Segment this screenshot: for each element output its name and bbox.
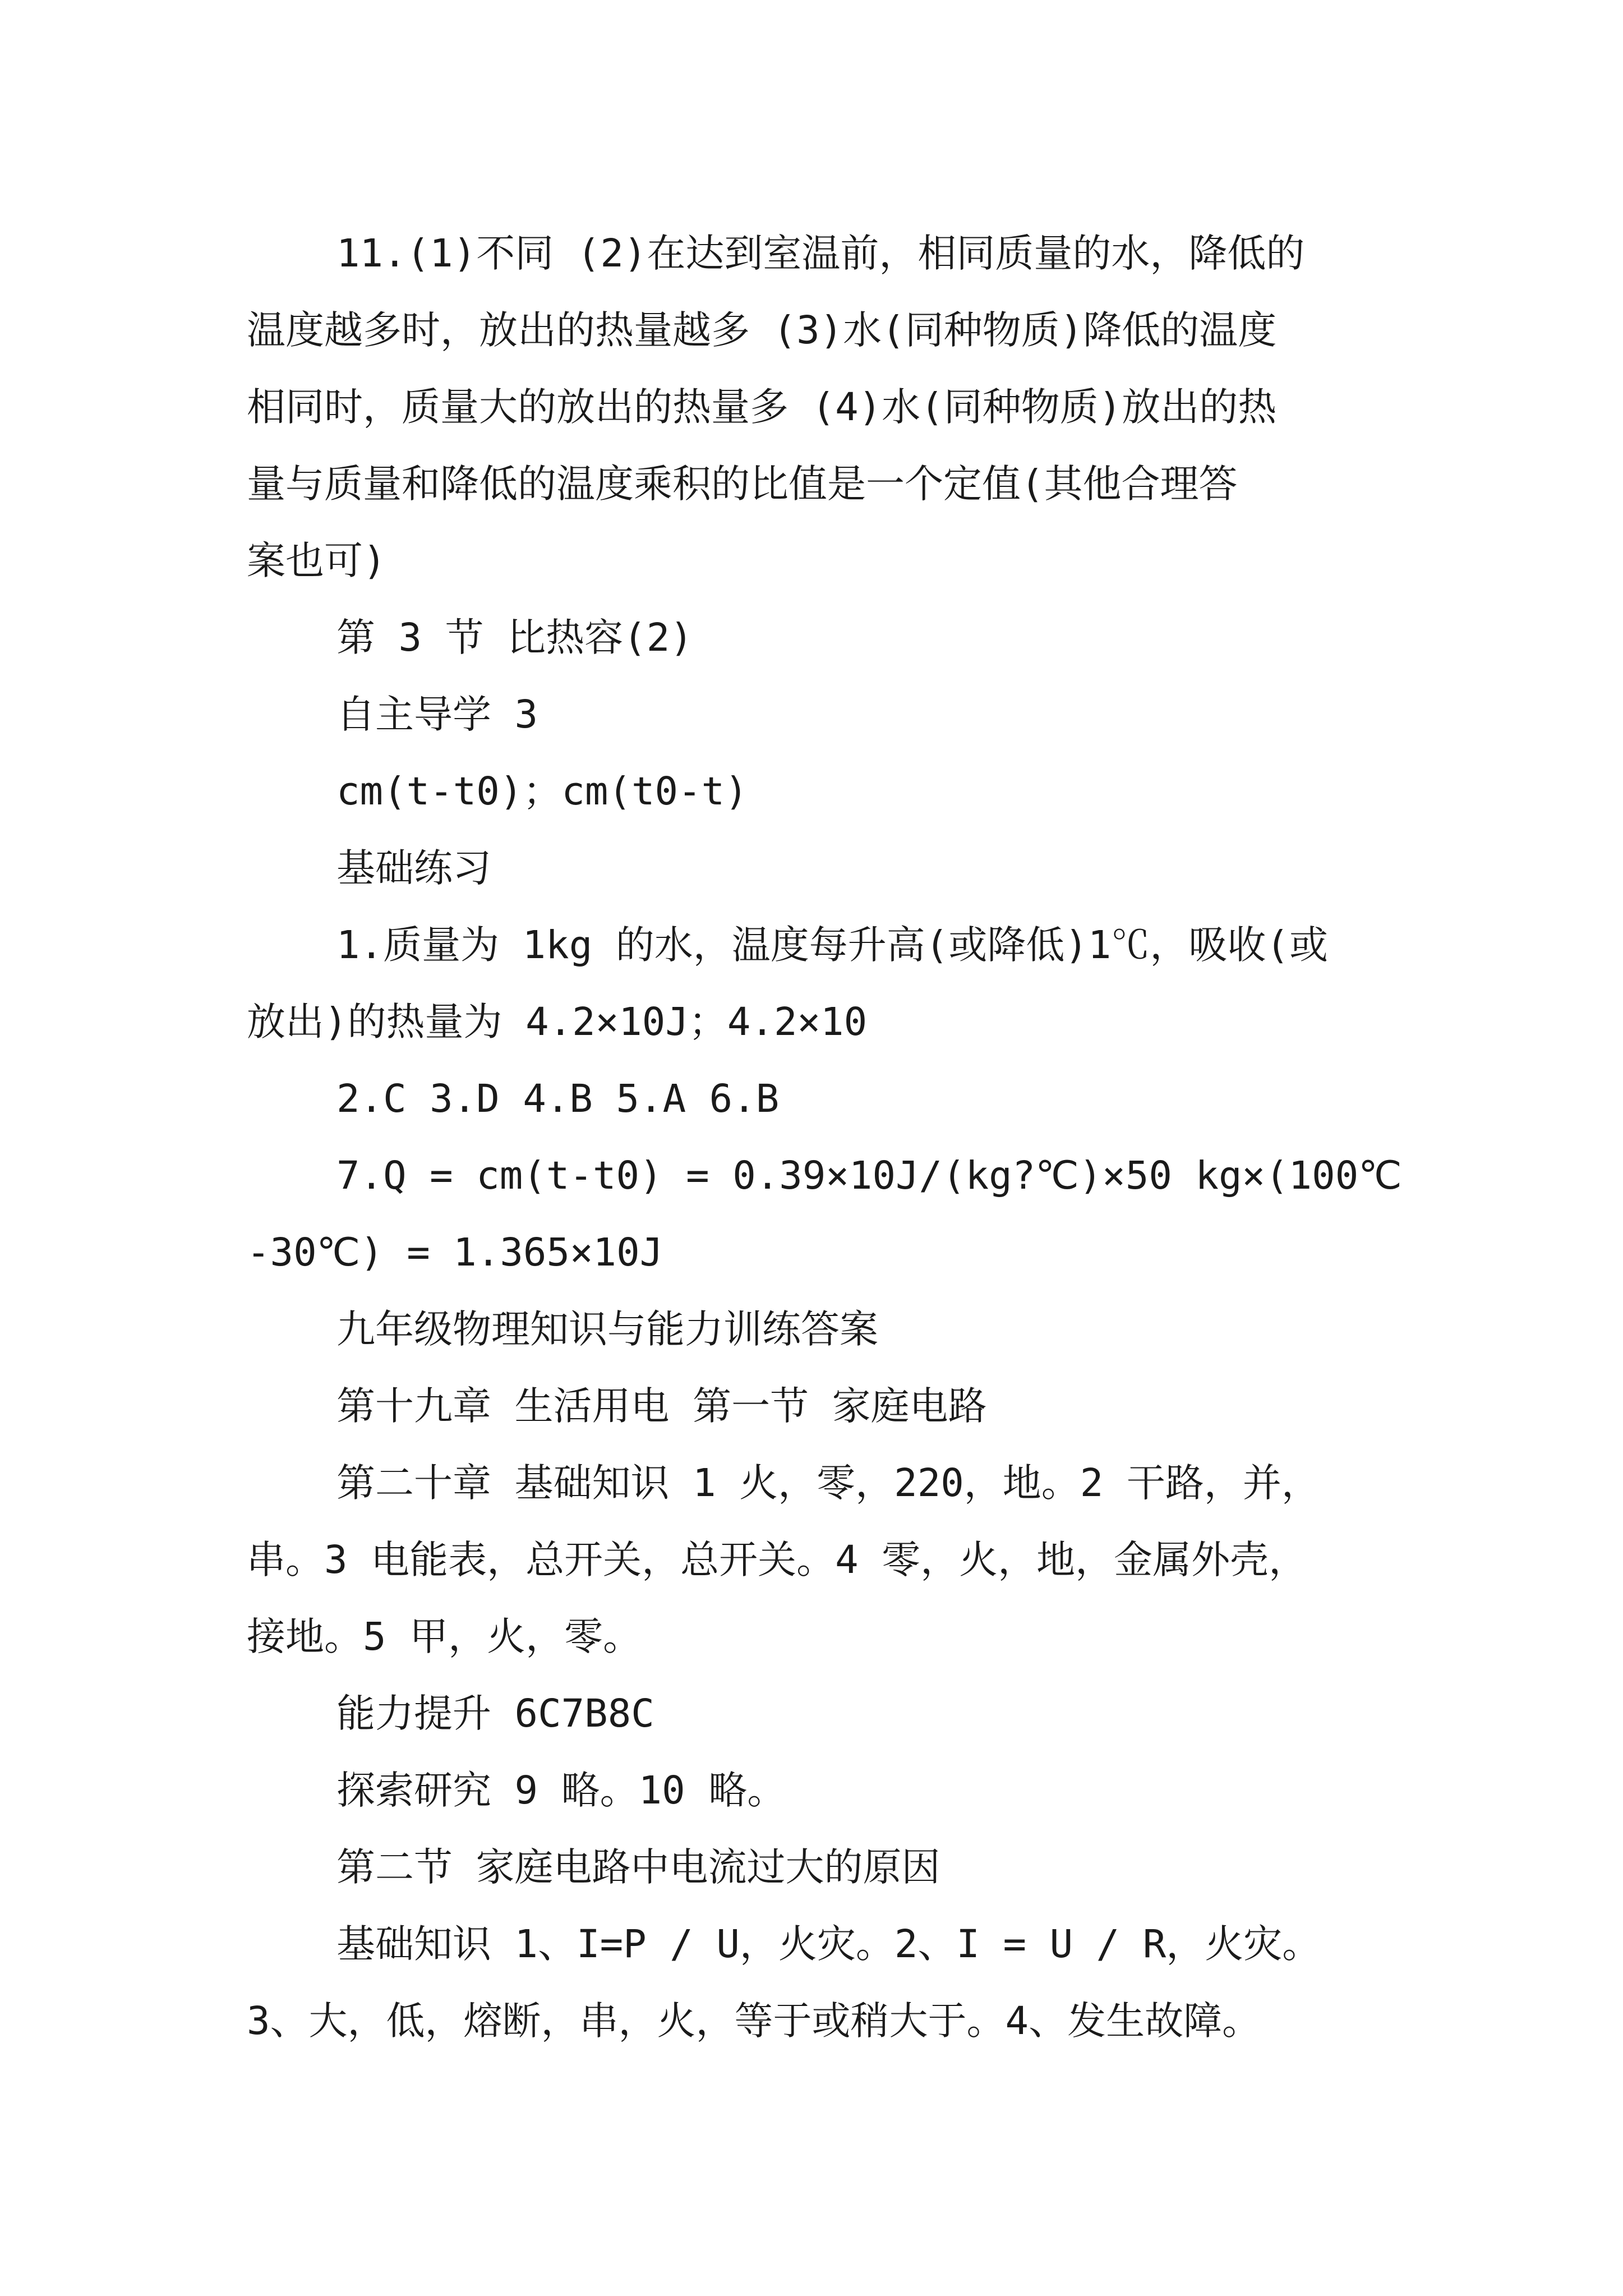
body-text [247,215,1413,2060]
text-line: 温度越多时，放出的热量越多 (3)水(同种物质)降低的温度 [247,308,1277,353]
text-line: 7.Q = cm(t-t0) = 0.39×10J/(kg?℃)×50 kg×(100℃ [336,1153,1402,1198]
text-line: cm(t-t0)；cm(t0-t) [336,769,748,814]
text-line: 基础知识 1、I=P / U，火灾。2、I = U / R，火灾。 [336,1922,1321,1967]
text-line: 案也可) [247,539,386,583]
text-line: 11.(1)不同 (2)在达到室温前，相同质量的水，降低的 [336,231,1305,276]
section-heading: 第十九章 生活用电 第一节 家庭电路 [336,1384,987,1429]
text-line: 串。3 电能表，总开关，总开关。4 零，火，地，金属外壳， [247,1538,1308,1582]
text-line: 自主导学 3 [336,692,538,737]
text-line: 相同时，质量大的放出的热量多 (4)水(同种物质)放出的热 [247,385,1277,430]
text-line: 放出)的热量为 4.2×10J；4.2×10 [247,1000,868,1045]
section-heading: 第二节 家庭电路中电流过大的原因 [336,1845,940,1890]
text-line: 探索研究 9 略。10 略。 [336,1768,786,1813]
text-line: 2.C 3.D 4.B 5.A 6.B [336,1076,780,1121]
text-line: -30℃) = 1.365×10J [247,1230,663,1275]
text-line: 第二十章 基础知识 1 火，零，220，地。2 干路，并， [336,1461,1320,1506]
text-line: 1.质量为 1kg 的水，温度每升高(或降低)1℃，吸收(或 [336,923,1328,968]
text-line: 接地。5 甲，火，零。 [247,1614,642,1659]
text-line: 量与质量和降低的温度乘积的比值是一个定值(其他合理答 [247,462,1238,507]
section-heading: 第 3 节 比热容(2) [336,615,693,660]
section-heading: 九年级物理知识与能力训练答案 [336,1307,878,1352]
text-line: 基础练习 [336,846,491,891]
text-line: 能力提升 6C7B8C [336,1691,654,1736]
text-line: 3、大，低，熔断，串，火，等于或稍大于。4、发生故障。 [247,1999,1261,2044]
